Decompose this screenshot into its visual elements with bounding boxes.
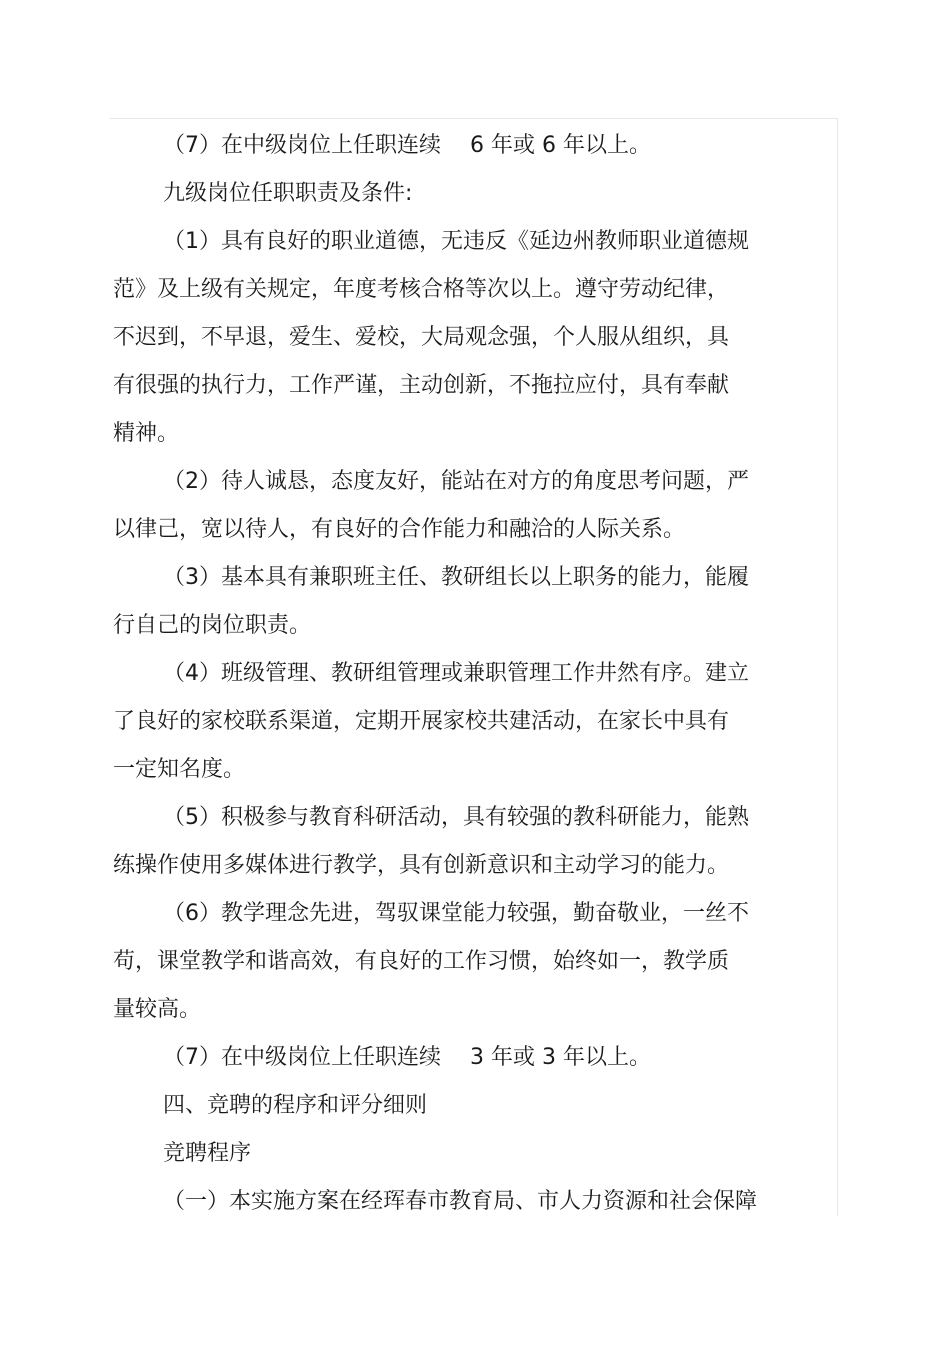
text-line: 苟，课堂教学和谐高效，有良好的工作习惯，始终如一，教学质 — [113, 949, 730, 974]
text-line: 行自己的岗位职责。 — [113, 613, 312, 638]
text-line: 不迟到，不早退，爱生、爱校，大局观念强，个人服从组织，具 — [113, 325, 730, 350]
text-line: 精神。 — [113, 421, 180, 446]
text-line: （5）积极参与教育科研活动，具有较强的教科研能力，能熟 — [163, 805, 749, 830]
document-body — [113, 122, 773, 1226]
text-line: （4）班级管理、教研组管理或兼职管理工作井然有序。建立 — [163, 661, 749, 686]
text-line: 量较高。 — [113, 997, 202, 1022]
text-line: （7）在中级岗位上任职连续 3 年或 3 年以上。 — [163, 1045, 651, 1070]
text-line: （1）具有良好的职业道德，无违反《延边州教师职业道德规 — [163, 229, 749, 254]
text-line: （3）基本具有兼职班主任、教研组长以上职务的能力，能履 — [163, 565, 749, 590]
text-line: 有很强的执行力，工作严谨，主动创新，不拖拉应付，具有奉献 — [113, 373, 730, 398]
text-line: 练操作使用多媒体进行教学，具有创新意识和主动学习的能力。 — [113, 853, 730, 878]
text-line: （2）待人诚恳，态度友好，能站在对方的角度思考问题，严 — [163, 469, 749, 494]
page-frame-top-border — [110, 118, 838, 119]
text-line: （一）本实施方案在经珲春市教育局、市人力资源和社会保障 — [163, 1189, 758, 1214]
subsection-heading: 竞聘程序 — [163, 1141, 252, 1166]
text-line: 了良好的家校联系渠道，定期开展家校共建活动，在家长中具有 — [113, 709, 730, 734]
text-line: 范》及上级有关规定，年度考核合格等次以上。遵守劳动纪律， — [113, 277, 730, 302]
text-line: （6）教学理念先进，驾驭课堂能力较强，勤奋敬业，一丝不 — [163, 901, 749, 926]
text-line: （7）在中级岗位上任职连续 6 年或 6 年以上。 — [163, 133, 651, 158]
text-line: 以律己，宽以待人，有良好的合作能力和融洽的人际关系。 — [113, 517, 686, 542]
section-heading: 四、竞聘的程序和评分细则 — [163, 1093, 428, 1118]
text-line: 一定知名度。 — [113, 757, 246, 782]
text-line: 九级岗位任职职责及条件: — [163, 181, 413, 206]
document-text — [113, 122, 773, 1226]
page-frame-right-border — [837, 118, 838, 1216]
